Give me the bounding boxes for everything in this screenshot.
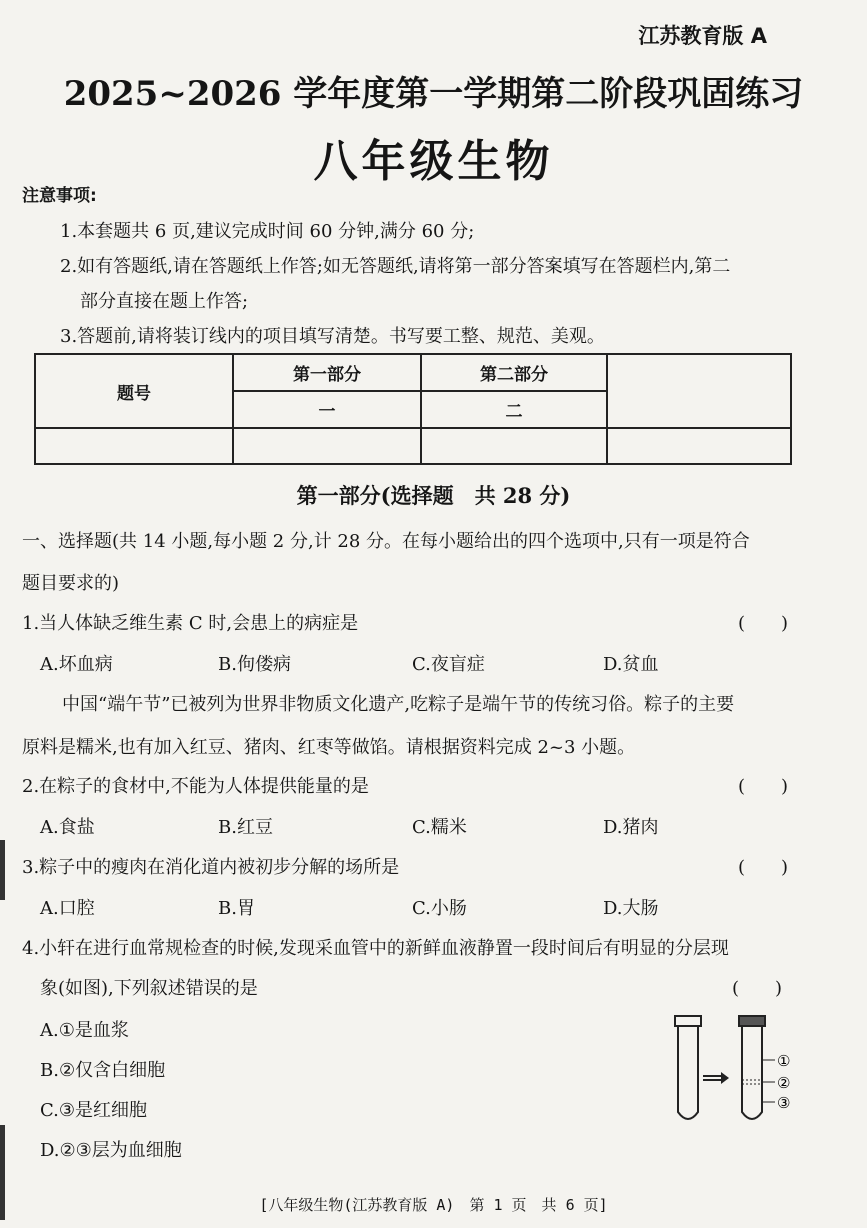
score-cell[interactable] [233, 428, 421, 464]
question-stem: 2.在粽子的食材中,不能为人体提供能量的是 [22, 776, 369, 797]
arrow-icon [703, 1072, 729, 1084]
part1-header: 第一部分 [233, 354, 421, 391]
question-stem: 4.小轩在进行血常规检查的时候,发现采血管中的新鲜血液静置一段时间后有明显的分层现 [22, 938, 729, 959]
option: C.夜盲症 [412, 654, 485, 675]
score-table-header: 题号 [35, 354, 233, 428]
option: B.胃 [218, 898, 255, 919]
edition-label: 江苏教育版 A [638, 24, 767, 48]
option: C.小肠 [412, 898, 467, 919]
question-stem: 1.当人体缺乏维生素 C 时,会患上的病症是 [22, 613, 359, 634]
exam-title: 2025~2026 学年度第一学期第二阶段巩固练习 [63, 74, 804, 114]
option: A.口腔 [40, 898, 95, 919]
part2-number: 二 [421, 391, 607, 428]
notice-item: 部分直接在题上作答; [80, 291, 249, 312]
fresh-blood-tube [675, 1016, 701, 1119]
option: D.大肠 [603, 898, 659, 919]
notice-item: 2.如有答题纸,请在答题纸上作答;如无答题纸,请将第一部分答案填写在答题栏内,第二 [60, 256, 731, 277]
option: B.②仅含白细胞 [40, 1060, 166, 1081]
option: D.猪肉 [603, 817, 659, 838]
total-header-cell [607, 354, 791, 428]
subject-title: 八年级生物 [313, 136, 554, 187]
layer-label-2: ② [777, 1074, 791, 1092]
score-cell[interactable] [421, 428, 607, 464]
layered-blood-tube [739, 1016, 775, 1119]
option: C.③是红细胞 [40, 1100, 147, 1121]
option: D.②③层为血细胞 [40, 1140, 182, 1161]
answer-blank[interactable]: ( ) [732, 978, 783, 999]
score-cell[interactable] [35, 428, 233, 464]
option: B.红豆 [218, 817, 273, 838]
section-title: 第一部分(选择题 共 28 分) [296, 483, 571, 508]
blood-tube-figure [665, 1010, 815, 1130]
question-stem: 3.粽子中的瘦肉在消化道内被初步分解的场所是 [22, 857, 400, 878]
answer-blank[interactable]: ( ) [738, 613, 789, 634]
answer-blank[interactable]: ( ) [738, 857, 789, 878]
page-footer: [八年级生物(江苏教育版 A) 第 1 页 共 6 页] [259, 1196, 608, 1214]
option: A.坏血病 [40, 654, 113, 675]
section-instruction: 题目要求的) [22, 573, 120, 594]
notice-item: 3.答题前,请将装订线内的项目填写清楚。书写要工整、规范、美观。 [60, 326, 605, 347]
score-cell[interactable] [607, 428, 791, 464]
part1-number: 一 [233, 391, 421, 428]
option: C.糯米 [412, 817, 467, 838]
option: B.佝偻病 [218, 654, 291, 675]
option: D.贫血 [603, 654, 659, 675]
passage-text: 原料是糯米,也有加入红豆、猪肉、红枣等做馅。请根据资料完成 2~3 小题。 [22, 737, 636, 758]
binding-edge-mark [0, 840, 5, 900]
answer-blank[interactable]: ( ) [738, 776, 789, 797]
option: A.食盐 [40, 817, 95, 838]
notice-heading: 注意事项: [22, 186, 97, 206]
question-stem-continued: 象(如图),下列叙述错误的是 [40, 978, 258, 999]
notice-item: 1.本套题共 6 页,建议完成时间 60 分钟,满分 60 分; [60, 221, 475, 242]
layer-label-3: ③ [777, 1094, 791, 1112]
section-instruction: 一、选择题(共 14 小题,每小题 2 分,计 28 分。在每小题给出的四个选项中,只有一项是符合 [22, 531, 750, 552]
part2-header: 第二部分 [421, 354, 607, 391]
layer-label-1: ① [777, 1052, 791, 1070]
passage-text: 中国“端午节”已被列为世界非物质文化遗产,吃粽子是端午节的传统习俗。粽子的主要 [62, 694, 735, 715]
score-table [34, 353, 792, 465]
option: A.①是血浆 [40, 1020, 129, 1041]
